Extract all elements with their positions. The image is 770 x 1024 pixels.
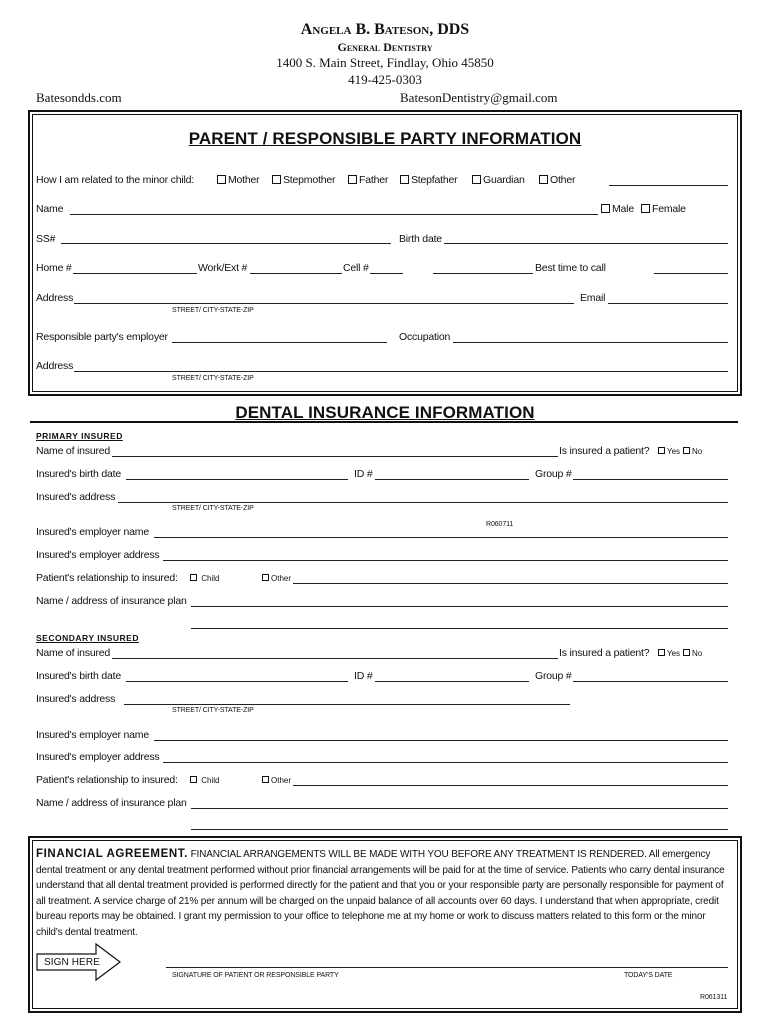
practice-name: Angela B. Bateson, DDS <box>300 21 470 38</box>
secondary-employer-label: Insured's employer name <box>36 729 149 741</box>
primary-is-patient-label: Is insured a patient? <box>559 445 650 457</box>
primary-name-label: Name of insured <box>36 445 111 457</box>
relation-label: How I am related to the minor child: <box>36 174 194 186</box>
relation-option-label: Mother <box>228 174 260 186</box>
primary-address-hint: STREET/ CITY-STATE-ZIP <box>172 505 254 512</box>
secondary-relationship-label: Patient's relationship to insured: <box>36 774 178 786</box>
secondary-id-field[interactable] <box>375 681 529 682</box>
checkbox-icon[interactable] <box>262 574 269 581</box>
practice-address: 1400 S. Main Street, Findlay, Ohio 45850 <box>276 55 494 70</box>
no-label: No <box>692 447 703 456</box>
relation-other-field[interactable] <box>609 185 728 186</box>
secondary-plan-label: Name / address of insurance plan <box>36 797 187 809</box>
checkbox-icon[interactable] <box>539 175 548 184</box>
relation-option-label: Stepmother <box>283 174 336 186</box>
secondary-relationship-child[interactable] <box>190 776 219 785</box>
child-label: Child <box>201 776 220 785</box>
primary-group-field[interactable] <box>573 479 728 480</box>
birthdate-label: Birth date <box>399 233 442 245</box>
child-label: Child <box>201 574 220 583</box>
primary-employer-address-label: Insured's employer address <box>36 549 160 561</box>
secondary-is-patient-yes[interactable] <box>658 649 680 658</box>
employer-address-label: Address <box>36 360 74 372</box>
secondary-insured-heading: SECONDARY INSURED <box>36 633 139 643</box>
cell-phone-field[interactable] <box>370 273 403 274</box>
address-hint: STREET/ CITY-STATE-ZIP <box>172 307 254 314</box>
checkbox-icon[interactable] <box>272 175 281 184</box>
primary-is-patient-no[interactable] <box>683 447 702 456</box>
address-field[interactable] <box>74 303 574 304</box>
address-label: Address <box>36 292 74 304</box>
best-time-field-left[interactable] <box>433 273 533 274</box>
secondary-address-field[interactable] <box>124 704 570 705</box>
occupation-label: Occupation <box>399 331 451 343</box>
secondary-plan-field-2[interactable] <box>191 829 728 830</box>
primary-is-patient-yes[interactable] <box>658 447 680 456</box>
checkbox-icon[interactable] <box>658 447 665 454</box>
checkbox-icon[interactable] <box>400 175 409 184</box>
secondary-relationship-other[interactable] <box>262 776 291 785</box>
gender-female-label: Female <box>652 203 686 215</box>
financial-agreement-text <box>36 847 730 940</box>
relation-option-father[interactable] <box>348 174 388 186</box>
yes-label: Yes <box>667 649 681 658</box>
primary-relationship-label: Patient's relationship to insured: <box>36 572 178 584</box>
gender-female-option[interactable] <box>641 203 686 215</box>
primary-name-field[interactable] <box>112 456 558 457</box>
primary-address-label: Insured's address <box>36 491 116 503</box>
secondary-birth-field[interactable] <box>126 681 348 682</box>
best-time-label: Best time to call <box>535 262 606 274</box>
primary-id-field[interactable] <box>375 479 529 480</box>
gender-male-option[interactable] <box>601 203 634 215</box>
name-field[interactable] <box>70 214 598 215</box>
secondary-is-patient-label: Is insured a patient? <box>559 647 650 659</box>
occupation-field[interactable] <box>453 342 728 343</box>
checkbox-icon[interactable] <box>190 574 197 581</box>
primary-plan-label: Name / address of insurance plan <box>36 595 187 607</box>
secondary-name-field[interactable] <box>112 658 558 659</box>
signature-field[interactable] <box>166 967 728 968</box>
primary-employer-label: Insured's employer name <box>36 526 149 538</box>
ss-label: SS# <box>36 233 56 245</box>
secondary-name-label: Name of insured <box>36 647 111 659</box>
insurance-divider <box>30 421 738 423</box>
work-phone-label: Work/Ext # <box>198 262 248 274</box>
secondary-relationship-other-field[interactable] <box>293 785 728 786</box>
primary-relationship-other-field[interactable] <box>293 583 728 584</box>
employer-address-hint: STREET/ CITY-STATE-ZIP <box>172 375 254 382</box>
checkbox-icon[interactable] <box>217 175 226 184</box>
checkbox-icon[interactable] <box>472 175 481 184</box>
sign-here-label: SIGN HERE <box>44 957 100 968</box>
secondary-employer-field[interactable] <box>154 740 728 741</box>
primary-form-code: R060711 <box>486 521 514 528</box>
relation-option-mother[interactable] <box>217 174 259 186</box>
primary-employer-field[interactable] <box>154 537 728 538</box>
primary-relationship-child[interactable] <box>190 574 219 583</box>
work-phone-field[interactable] <box>250 273 342 274</box>
primary-plan-field-2[interactable] <box>191 628 728 629</box>
other-label: Other <box>271 776 292 785</box>
practice-email[interactable]: BatesonDentistry@gmail.com <box>400 90 558 105</box>
birthdate-field[interactable] <box>444 243 728 244</box>
primary-group-label: Group # <box>535 468 572 480</box>
checkbox-icon[interactable] <box>658 649 665 656</box>
secondary-group-label: Group # <box>535 670 572 682</box>
primary-employer-address-field[interactable] <box>163 560 728 561</box>
email-label: Email <box>580 292 606 304</box>
primary-birth-field[interactable] <box>126 479 348 480</box>
checkbox-icon[interactable] <box>683 447 690 454</box>
gender-male-label: Male <box>612 203 634 215</box>
secondary-employer-address-field[interactable] <box>163 762 728 763</box>
secondary-employer-address-label: Insured's employer address <box>36 751 160 763</box>
checkbox-icon[interactable] <box>641 204 650 213</box>
primary-insured-heading: PRIMARY INSURED <box>36 431 123 441</box>
no-label: No <box>692 649 703 658</box>
checkbox-icon[interactable] <box>262 776 269 783</box>
secondary-plan-field[interactable] <box>191 808 728 809</box>
email-field[interactable] <box>608 303 728 304</box>
home-phone-label: Home # <box>36 262 72 274</box>
relation-option-guardian[interactable] <box>472 174 525 186</box>
other-label: Other <box>271 574 292 583</box>
checkbox-icon[interactable] <box>601 204 610 213</box>
yes-label: Yes <box>667 447 681 456</box>
secondary-address-hint: STREET/ CITY-STATE-ZIP <box>172 707 254 714</box>
employer-field[interactable] <box>172 342 387 343</box>
date-label: TODAY'S DATE <box>624 972 673 979</box>
secondary-birth-label: Insured's birth date <box>36 670 121 682</box>
name-label: Name <box>36 203 64 215</box>
insurance-section-title: DENTAL INSURANCE INFORMATION <box>235 403 535 422</box>
employer-label: Responsible party's employer <box>36 331 168 343</box>
checkbox-icon[interactable] <box>190 776 197 783</box>
secondary-id-label: ID # <box>354 670 373 682</box>
practice-specialty: General Dentistry <box>337 40 433 54</box>
primary-plan-field[interactable] <box>191 606 728 607</box>
financial-agreement-heading: FINANCIAL AGREEMENT. <box>36 848 188 860</box>
relation-option-other[interactable] <box>539 174 575 186</box>
parent-section-title: PARENT / RESPONSIBLE PARTY INFORMATION <box>188 129 582 148</box>
parent-section-frame-inner <box>32 114 738 392</box>
primary-relationship-other[interactable] <box>262 574 291 583</box>
financial-form-code: R061311 <box>700 994 728 1001</box>
primary-address-field[interactable] <box>118 502 728 503</box>
relation-option-label: Stepfather <box>411 174 458 186</box>
checkbox-icon[interactable] <box>683 649 690 656</box>
relation-option-stepmother[interactable] <box>272 174 335 186</box>
signature-label: SIGNATURE OF PATIENT OR RESPONSIBLE PARTY <box>172 972 339 979</box>
secondary-address-label: Insured's address <box>36 693 116 705</box>
secondary-group-field[interactable] <box>573 681 728 682</box>
home-phone-field[interactable] <box>73 273 197 274</box>
relation-option-label: Father <box>359 174 389 186</box>
relation-option-label: Other <box>550 174 576 186</box>
best-time-field[interactable] <box>654 273 728 274</box>
secondary-is-patient-no[interactable] <box>683 649 702 658</box>
relation-option-stepfather[interactable] <box>400 174 457 186</box>
primary-id-label: ID # <box>354 468 373 480</box>
primary-birth-label: Insured's birth date <box>36 468 121 480</box>
relation-option-label: Guardian <box>483 174 525 186</box>
checkbox-icon[interactable] <box>348 175 357 184</box>
practice-website[interactable]: Batesondds.com <box>36 90 122 105</box>
financial-agreement-body: FINANCIAL ARRANGEMENTS WILL BE MADE WITH YOU BEFORE ANY TREATMENT IS RENDERED. All emergency dental treatment or any dental treatment performed without prior financial arrangements will be paid for at the time of service. Patients who carry dental insurance understand that all dental treatment provided is performed directly for the patient and that you or your responsible party are personally responsible for payment of all treatment. A service charge of 21% per annum will be charged on the unpaid balance of all accounts over 60 days. I understand that when appropriate, credit bureau reports may be obtained. I grant my permission to your office to telephone me at my home or work to discuss matters related to this form or the minor child's dental treatment. <box>36 849 725 938</box>
cell-phone-label: Cell # <box>343 262 369 274</box>
employer-address-field[interactable] <box>74 371 728 372</box>
ss-field[interactable] <box>61 243 391 244</box>
practice-phone: 419-425-0303 <box>348 72 422 87</box>
